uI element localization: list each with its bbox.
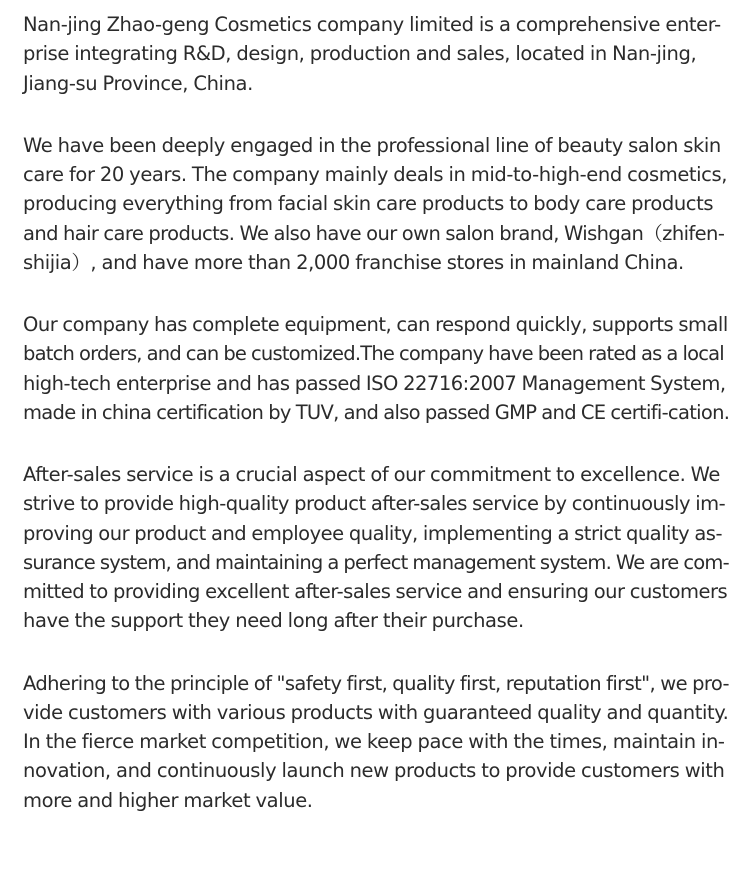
paragraph-business-experience bbox=[23, 131, 729, 277]
text-line: producing everything from facial skin care products to body care products bbox=[23, 192, 714, 216]
text-line: made in china certification by TUV, and also passed GMP and CE certifi-cation. bbox=[23, 400, 730, 424]
text-line: Adhering to the principle of "safety first, quality first, reputation first", we pro- bbox=[23, 671, 729, 695]
text-line: high-tech enterprise and has passed ISO 22716:2007 Management System, bbox=[23, 371, 726, 395]
text-line: After-sales service is a crucial aspect of our commitment to excellence. We bbox=[23, 463, 721, 486]
text-line: have the support they need long after their purchase. bbox=[23, 609, 524, 633]
text-line: Jiang-su Province, China. bbox=[23, 71, 253, 95]
paragraph-equipment-certification bbox=[23, 310, 729, 427]
text-line: prise integrating R&D, design, production and sales, located in Nan-jing, bbox=[23, 42, 697, 66]
paragraph-after-sales-service bbox=[23, 460, 729, 636]
text-line: We have been deeply engaged in the professional line of beauty salon skin bbox=[23, 133, 721, 157]
paragraph-company-intro bbox=[23, 10, 729, 98]
text-line: proving our product and employee quality, implementing a strict quality as- bbox=[23, 521, 722, 545]
text-line: novation, and continuously launch new products to provide customers with bbox=[23, 759, 725, 783]
text-line: and hair care products. We also have our own salon brand, Wishgan（zhifen- bbox=[23, 221, 725, 245]
text-line: more and higher market value. bbox=[23, 788, 313, 812]
text-line: batch orders, and can be customized.The company have been rated as a local bbox=[23, 342, 724, 366]
text-line: care for 20 years. The company mainly deals in mid-to-high-end cosmetics, bbox=[23, 163, 728, 186]
text-line: In the fierce market competition, we keep pace with the times, maintain in- bbox=[23, 730, 725, 753]
text-line: Nan-jing Zhao-geng Cosmetics company limited is a comprehensive enter- bbox=[23, 13, 721, 36]
text-line: mitted to providing excellent after-sales service and ensuring our customers bbox=[23, 580, 728, 603]
text-line: strive to provide high-quality product after-sales service by continuously im- bbox=[23, 492, 726, 516]
company-profile-text bbox=[23, 10, 729, 848]
paragraph-principles bbox=[23, 669, 729, 815]
text-line: Our company has complete equipment, can respond quickly, supports small bbox=[23, 313, 728, 336]
text-line: vide customers with various products with guaranteed quality and quantity. bbox=[23, 700, 729, 724]
text-line: surance system, and maintaining a perfect management system. We are com- bbox=[23, 550, 729, 574]
text-line: shijia）, and have more than 2,000 franchise stores in mainland China. bbox=[23, 250, 684, 274]
